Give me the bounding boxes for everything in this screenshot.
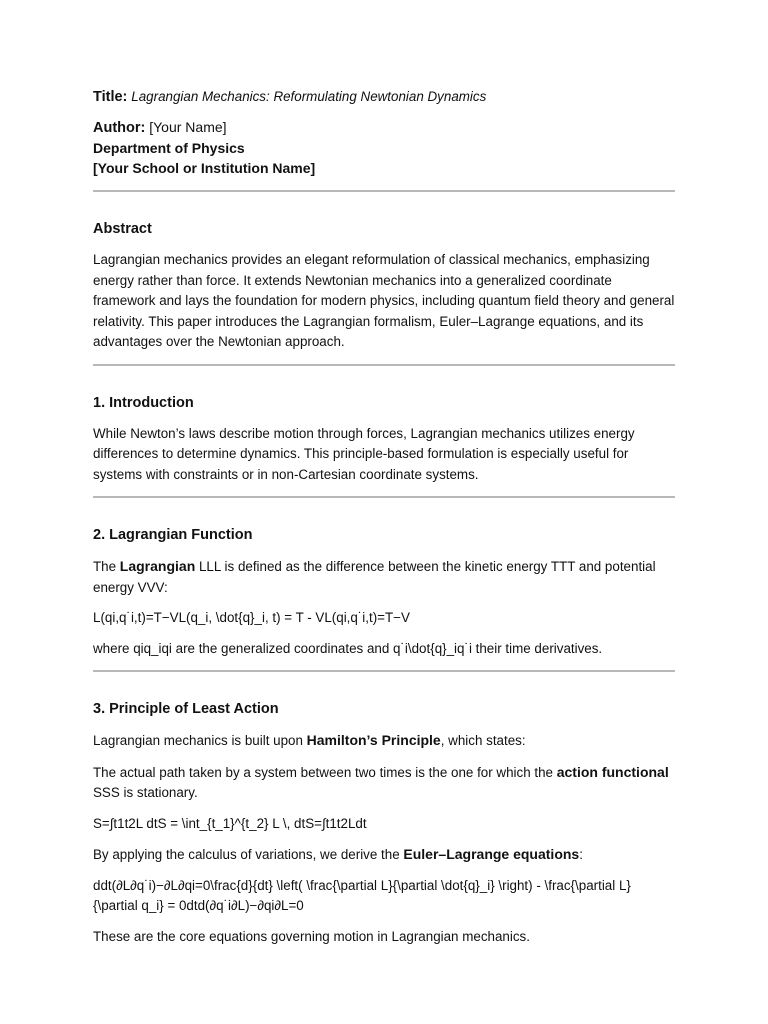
text-run: :: [579, 847, 583, 862]
lagrangian-function-heading: 2. Lagrangian Function: [93, 527, 253, 543]
document-page: [93, 86, 675, 947]
divider: [93, 190, 675, 192]
lagrangian-equation: L(qi,q˙i,t)=T−VL(q_i, \dot{q}_i, t) = T - VL(qi,q˙i,t)=T−V: [93, 610, 410, 625]
bold-term: Lagrangian: [119, 558, 196, 574]
lagrangian-definition-text: [93, 556, 675, 598]
title-label: Title:: [93, 89, 128, 105]
bold-term: action functional: [556, 763, 669, 780]
author-value: [Your Name]: [149, 119, 227, 135]
text-run: The: [93, 559, 120, 574]
abstract-heading: Abstract: [93, 221, 152, 237]
institution: [Your School or Institution Name]: [93, 160, 316, 176]
bold-term: Hamilton’s Principle: [306, 732, 441, 748]
action-equation: S=∫t1t2L dtS = \int_{t_1}^{t_2} L \, dtS=∫t1t2Ldt: [93, 815, 367, 831]
euler-lagrange-intro-text: [93, 844, 675, 866]
bold-term: Euler–Lagrange equations: [403, 846, 580, 862]
coordinates-text: where qiq_iqi are the generalized coordinates and q˙i\dot{q}_iq˙i their time derivatives.: [93, 640, 603, 656]
introduction-text: While Newton’s laws describe motion through forces, Lagrangian mechanics utilizes energy differences to determine dynamics. This principle-based formulation is especially useful for systems with constraints or in non-Cartesian coordinate systems.: [93, 425, 635, 482]
author-line: [93, 117, 675, 138]
text-run: Lagrangian mechanics is built upon: [93, 733, 307, 748]
divider: [93, 670, 675, 672]
divider: [93, 496, 675, 498]
euler-lagrange-equation: ddt(∂L∂q˙i)−∂L∂qi=0\frac{d}{dt} \left( \frac{\partial L}{\partial \dot{q}_i} \right) - \frac{\partial L}{\partial q_i} = 0dtd(∂q˙i∂L)−∂qi∂L=0: [93, 877, 631, 913]
title-line: [93, 86, 675, 107]
hamilton-principle-text: [93, 730, 675, 752]
department: Department of Physics: [93, 140, 245, 156]
text-run: LLL is defined as the difference between the kinetic energy TTT and potential energy VVV:: [93, 559, 656, 595]
title-value: Lagrangian Mechanics: Reformulating Newtonian Dynamics: [131, 89, 487, 104]
text-run: , which states:: [440, 733, 526, 748]
abstract-text: Lagrangian mechanics provides an elegant reformulation of classical mechanics, emphasizing energy rather than force. It extends Newtonian mechanics into a generalized coordinate framework and lays the foundation for modern physics, including quantum field theory and general relativity. This paper introduces the Lagrangian formalism, Euler–Lagrange equations, and its advantages over the Newtonian approach.: [93, 252, 675, 349]
divider: [93, 364, 675, 366]
text-run: SSS is stationary.: [93, 785, 198, 800]
action-statement-text: [93, 762, 675, 804]
author-label: Author:: [93, 120, 146, 136]
text-run: The actual path taken by a system between two times is the one for which the: [93, 764, 557, 780]
text-run: By applying the calculus of variations, we derive the: [93, 847, 404, 862]
introduction-heading: 1. Introduction: [93, 394, 194, 411]
closing-text: These are the core equations governing motion in Lagrangian mechanics.: [93, 928, 530, 944]
least-action-heading: 3. Principle of Least Action: [93, 701, 279, 717]
